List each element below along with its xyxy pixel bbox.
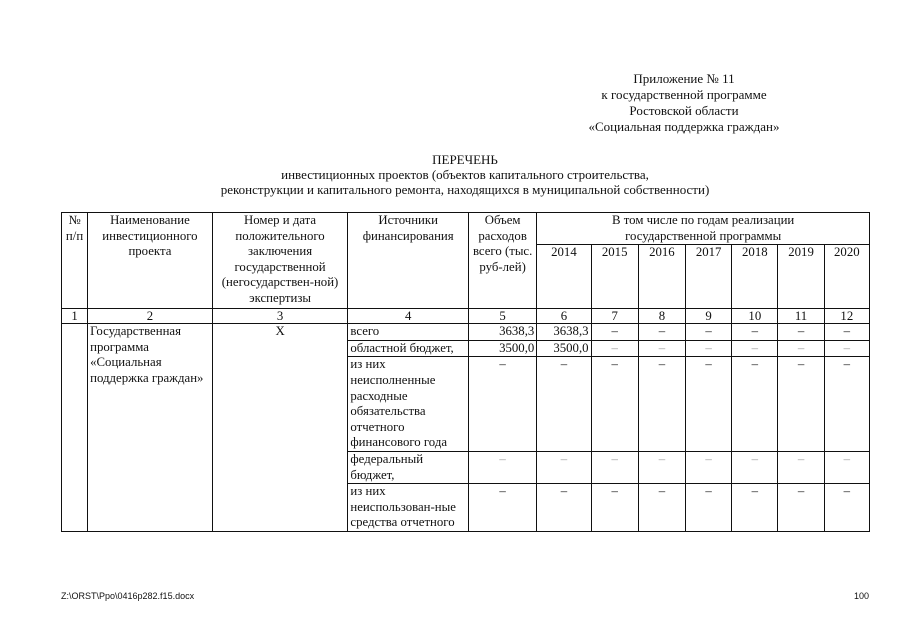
year-value-cell: –: [537, 451, 591, 483]
total-cell: –: [468, 451, 536, 483]
year-value-cell: –: [638, 357, 685, 452]
year-value-cell: –: [686, 451, 732, 483]
column-number: 10: [732, 309, 778, 324]
table-row: [62, 324, 870, 341]
year-value-cell: –: [686, 484, 732, 532]
total-cell: –: [468, 484, 536, 532]
document-subtitle-line2: реконструкции и капитального ремонта, находящихся в муниципальной собственности): [220, 182, 710, 197]
year-value-cell: –: [537, 484, 591, 532]
year-header: 2018: [732, 245, 778, 309]
column-number: 11: [778, 309, 824, 324]
year-header: 2016: [638, 245, 685, 309]
year-value-cell: –: [778, 451, 824, 483]
year-value-cell: 3638,3: [537, 324, 591, 341]
header-total-volume: Объем расходов всего (тыс. руб-лей): [468, 213, 536, 309]
year-value-cell: –: [778, 324, 824, 341]
year-value-cell: –: [824, 324, 869, 341]
total-cell: 3638,3: [468, 324, 536, 341]
column-number: 3: [212, 309, 348, 324]
column-number: 4: [348, 309, 469, 324]
year-value-cell: –: [686, 340, 732, 357]
year-value-cell: –: [591, 451, 638, 483]
year-value-cell: –: [638, 324, 685, 341]
column-number: 6: [537, 309, 591, 324]
column-number: 5: [468, 309, 536, 324]
year-value-cell: –: [591, 324, 638, 341]
year-value-cell: 3500,0: [537, 340, 591, 357]
year-value-cell: –: [591, 357, 638, 452]
project-num-cell: [62, 324, 88, 532]
document-heading: [0, 152, 905, 197]
year-value-cell: –: [732, 324, 778, 341]
funding-source-cell: федеральный бюджет,: [348, 451, 469, 483]
year-value-cell: –: [778, 357, 824, 452]
appendix-number: Приложение № 11: [633, 71, 735, 86]
header-project-name: Наименование инвестиционного проекта: [88, 213, 213, 309]
year-header: 2015: [591, 245, 638, 309]
total-cell: –: [468, 357, 536, 452]
appendix-program-ref: к государственной программе: [601, 87, 767, 102]
header-num: № п/п: [62, 213, 88, 309]
year-value-cell: –: [824, 357, 869, 452]
header-expert-conclusion: Номер и дата положительного заключения государственной (негосударствен-ной) экспертизы: [212, 213, 348, 309]
year-header: 2020: [824, 245, 869, 309]
column-number: 9: [686, 309, 732, 324]
appendix-region: Ростовской области: [629, 103, 739, 118]
header-by-years: В том числе по годам реализации государственной программы: [537, 213, 870, 245]
year-value-cell: –: [537, 357, 591, 452]
year-value-cell: –: [638, 451, 685, 483]
year-value-cell: –: [732, 340, 778, 357]
year-value-cell: –: [686, 357, 732, 452]
footer-page-number: 100: [853, 591, 869, 601]
project-conclusion-cell: Х: [212, 324, 348, 532]
funding-source-cell: из них неиспользован-ные средства отчетного: [348, 484, 469, 532]
year-header: 2017: [686, 245, 732, 309]
column-number: 8: [638, 309, 685, 324]
document-subtitle-line1: инвестиционных проектов (объектов капитального строительства,: [281, 167, 649, 182]
column-number: 2: [88, 309, 213, 324]
project-name-cell: Государственная программа «Социальная поддержка граждан»: [88, 324, 213, 532]
year-header: 2019: [778, 245, 824, 309]
header-funding-sources: Источники финансирования: [348, 213, 469, 309]
year-value-cell: –: [778, 340, 824, 357]
year-value-cell: –: [824, 340, 869, 357]
column-number: 7: [591, 309, 638, 324]
funding-source-cell: всего: [348, 324, 469, 341]
funding-source-cell: областной бюджет,: [348, 340, 469, 357]
year-value-cell: –: [824, 451, 869, 483]
year-value-cell: –: [732, 484, 778, 532]
appendix-block: [504, 71, 864, 135]
year-value-cell: –: [732, 451, 778, 483]
year-value-cell: –: [824, 484, 869, 532]
funding-source-cell: из них неисполненные расходные обязательства отчетного финансового года: [348, 357, 469, 452]
year-value-cell: –: [591, 340, 638, 357]
year-value-cell: –: [591, 484, 638, 532]
document-title: ПЕРЕЧЕНЬ: [432, 152, 498, 167]
total-cell: 3500,0: [468, 340, 536, 357]
column-number-row: [62, 309, 870, 324]
year-value-cell: –: [638, 340, 685, 357]
column-number: 12: [824, 309, 869, 324]
column-number: 1: [62, 309, 88, 324]
year-value-cell: –: [686, 324, 732, 341]
year-header: 2014: [537, 245, 591, 309]
year-value-cell: –: [778, 484, 824, 532]
year-value-cell: –: [732, 357, 778, 452]
investment-projects-table: [61, 212, 870, 532]
header-row-1: [62, 213, 870, 245]
year-value-cell: –: [638, 484, 685, 532]
appendix-program-name: «Социальная поддержка граждан»: [588, 119, 780, 134]
footer-file-path: Z:\ORST\Ppo\0416p282.f15.docx: [61, 591, 195, 601]
